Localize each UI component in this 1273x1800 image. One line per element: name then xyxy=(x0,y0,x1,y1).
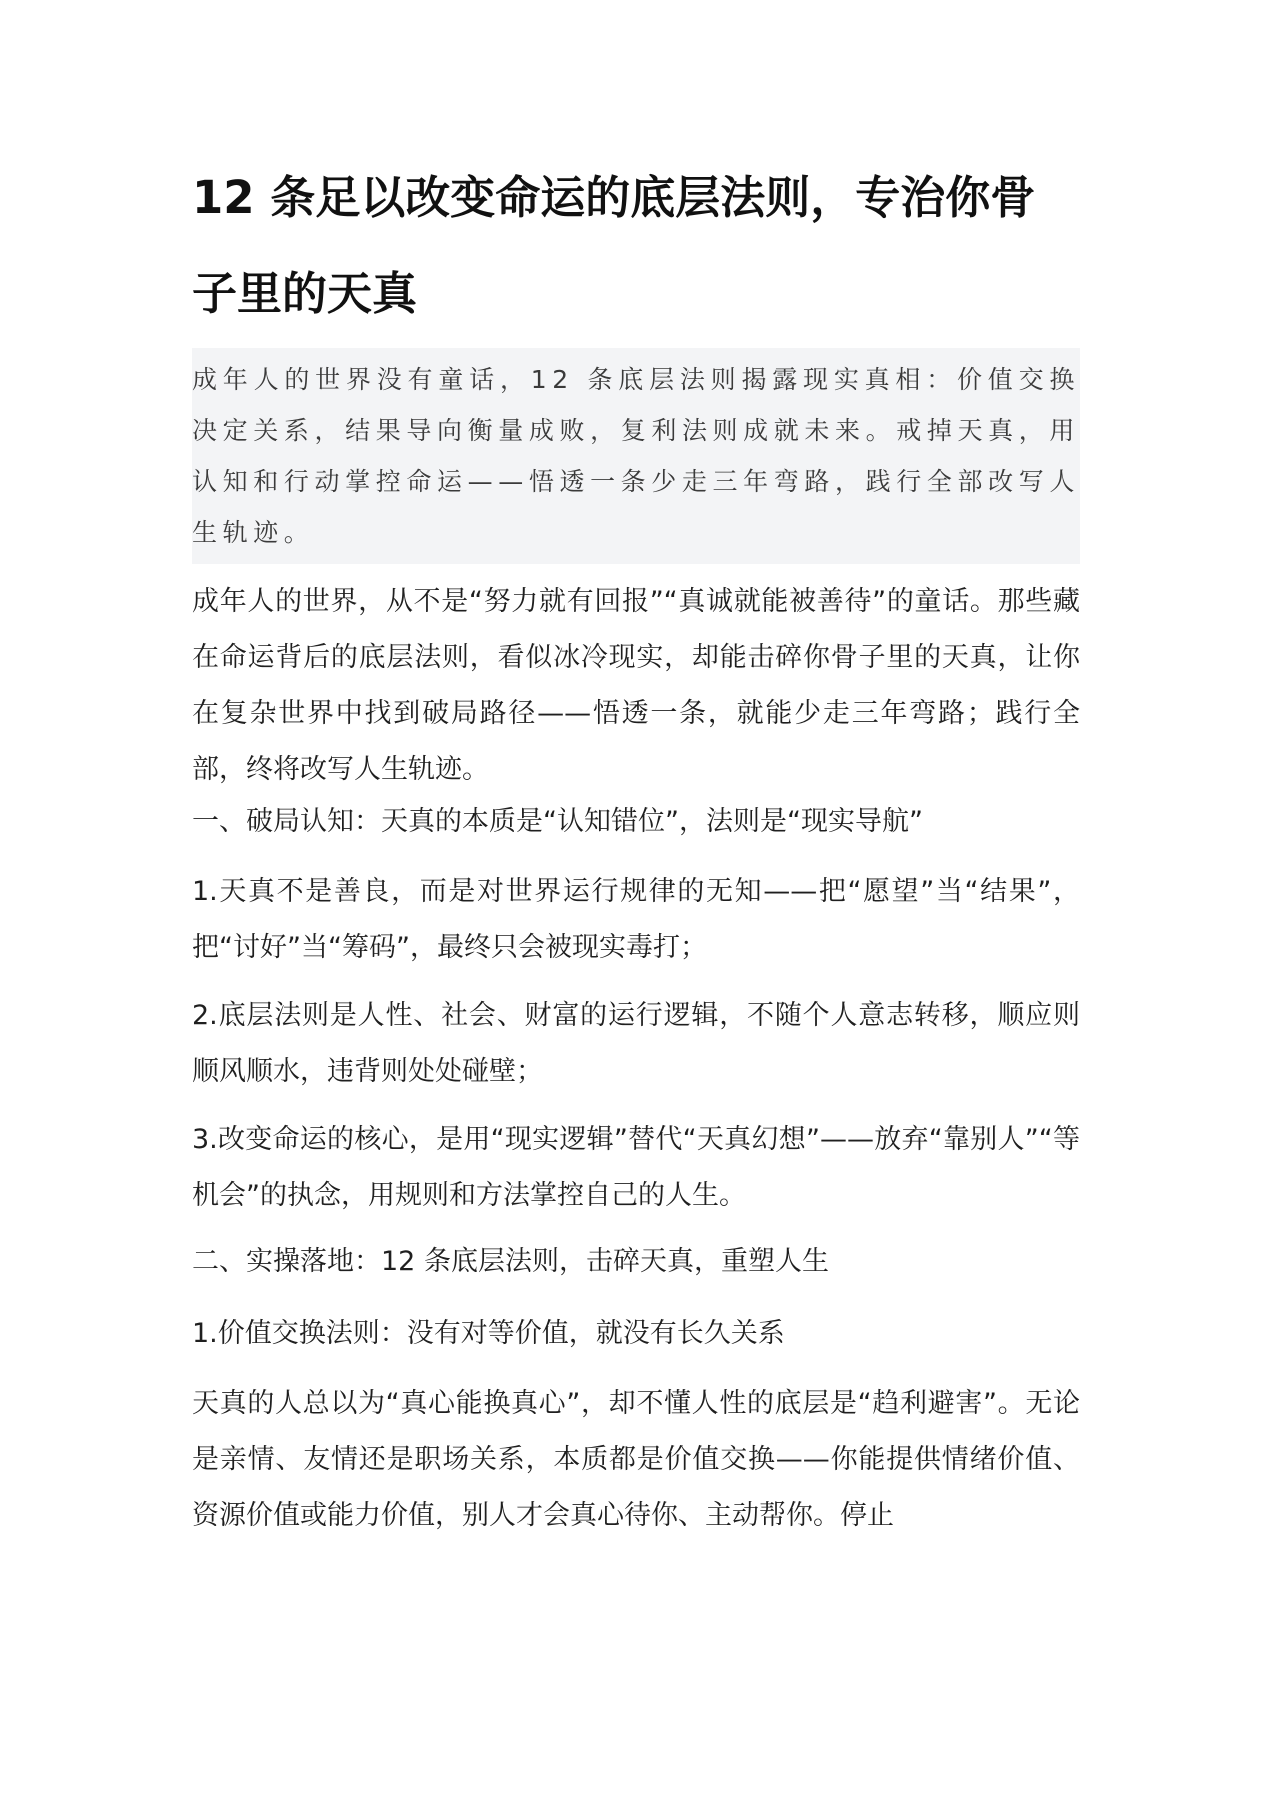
section1-heading xyxy=(192,794,1080,850)
law1-body-text: 天真的人总以为“真心能换真心”，却不懂人性的底层是“趋利避害”。无论是亲情、友情还是职场关系，本质都是价值交换——你能提供情绪价值、资源价值或能力价值，别人才会真心待你、主动帮你。停止 xyxy=(192,1388,1080,1531)
summary-text: 成年人的世界没有童话，12 条底层法则揭露现实真相：价值交换决定关系，结果导向衡量成败，复利法则成就未来。戒掉天真，用认知和行动掌控命运——悟透一条少走三年弯路，践行全部改写人生轨迹。 xyxy=(192,365,1080,547)
section1-point-3 xyxy=(192,1112,1080,1224)
point-text: 2.底层法则是人性、社会、财富的运行逻辑，不随个人意志转移，顺应则顺风顺水，违背则处处碰壁； xyxy=(192,1000,1080,1087)
intro-text: 成年人的世界，从不是“努力就有回报”“真诚就能被善待”的童话。那些藏在命运背后的底层法则，看似冰冷现实，却能击碎你骨子里的天真，让你在复杂世界中找到破局路径——悟透一条，就能少走三年弯路；践行全部，终将改写人生轨迹。 xyxy=(192,586,1080,785)
section1-heading-text: 一、破局认知：天真的本质是“认知错位”，法则是“现实导航” xyxy=(192,806,923,837)
law1-heading xyxy=(192,1306,1080,1362)
section1-point-2 xyxy=(192,988,1080,1100)
section2-heading xyxy=(192,1234,1080,1290)
law1-heading-text: 1.价值交换法则：没有对等价值，就没有长久关系 xyxy=(192,1318,785,1349)
point-text: 1.天真不是善良，而是对世界运行规律的无知——把“愿望”当“结果”，把“讨好”当“筹码”，最终只会被现实毒打； xyxy=(192,876,1080,963)
intro-paragraph xyxy=(192,574,1080,798)
article-title: 12 条足以改变命运的底层法则，专治你骨子里的天真 xyxy=(192,171,1036,320)
section2-heading-text: 二、实操落地：12 条底层法则，击碎天真，重塑人生 xyxy=(192,1246,829,1277)
point-text: 3.改变命运的核心，是用“现实逻辑”替代“天真幻想”——放弃“靠别人”“等机会”的执念，用规则和方法掌控自己的人生。 xyxy=(192,1124,1080,1211)
law1-body xyxy=(192,1376,1080,1544)
summary-box xyxy=(192,348,1080,564)
section1-point-1 xyxy=(192,864,1080,976)
